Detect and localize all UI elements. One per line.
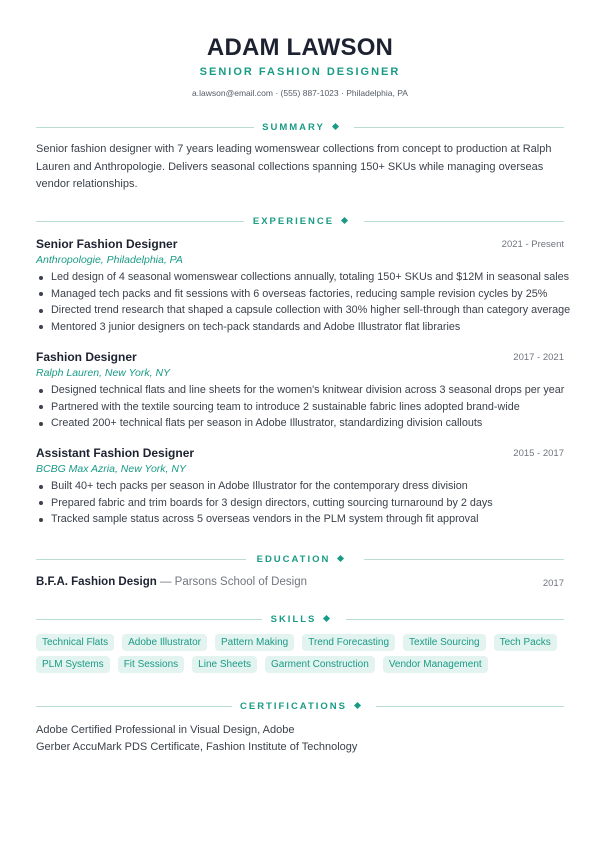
skill-chip: Adobe Illustrator <box>122 634 207 651</box>
skill-chip: Textile Sourcing <box>403 634 486 651</box>
section-heading-certifications: CERTIFICATIONS <box>240 701 347 712</box>
section-heading-education: EDUCATION <box>256 554 331 565</box>
job-bullet: Prepared fabric and trim boards for 3 design directors, cutting sourcing turnaround by 2 days <box>36 495 564 512</box>
job-bullet: Created 200+ technical flats per season in Adobe Illustrator, standardizing division callouts <box>36 415 564 432</box>
skill-chip: Garment Construction <box>265 656 375 673</box>
certification-item: Gerber AccuMark PDS Certificate, Fashion Institute of Technology <box>36 741 358 753</box>
job-company: Ralph Lauren, New York, NY <box>36 367 171 379</box>
job-entry <box>36 350 564 432</box>
skill-chip: Vendor Management <box>383 656 488 673</box>
education-year: 2017 <box>542 578 564 589</box>
summary-divider <box>36 121 564 135</box>
job-entry <box>36 446 564 528</box>
certifications-divider <box>36 700 564 714</box>
job-role: Senior Fashion Designer <box>36 237 178 251</box>
education-entry <box>36 576 564 588</box>
job-dates: 2015 - 2017 <box>513 448 564 459</box>
certifications-list <box>36 722 564 756</box>
job-bullet: Directed trend research that shaped a capsule collection with 30% higher sell-through than category average <box>36 302 564 319</box>
education-separator: — <box>156 576 175 588</box>
section-heading-experience: EXPERIENCE <box>252 216 335 227</box>
job-entry <box>36 237 571 335</box>
experience-divider <box>36 215 564 229</box>
diamond-icon <box>341 217 348 224</box>
candidate-title: SENIOR FASHION DESIGNER <box>199 66 401 78</box>
job-role: Assistant Fashion Designer <box>36 446 195 460</box>
skill-chip: Technical Flats <box>36 634 114 651</box>
job-bullet: Built 40+ tech packs per season in Adobe Illustrator for the contemporary dress division <box>36 478 564 495</box>
diamond-icon <box>332 123 339 130</box>
section-heading-skills: SKILLS <box>270 614 317 625</box>
certification-item: Adobe Certified Professional in Visual Design, Adobe <box>36 724 295 736</box>
education-school: Parsons School of Design <box>174 576 307 588</box>
section-heading-summary: SUMMARY <box>262 122 325 133</box>
job-company: Anthropologie, Philadelphia, PA <box>36 254 183 266</box>
job-bullet: Led design of 4 seasonal womenswear collections annually, totaling 150+ SKUs and $12M in seasonal sales <box>36 269 564 286</box>
skill-chip: Trend Forecasting <box>302 634 395 651</box>
job-bullets <box>36 478 564 528</box>
job-bullets <box>36 269 571 335</box>
job-bullet: Tracked sample status across 5 overseas vendors in the PLM system through fit approval <box>36 511 564 528</box>
contact-line: a.lawson@email.com · (555) 887-1023 · Philadelphia, PA <box>192 88 408 98</box>
skill-chip: Tech Packs <box>494 634 557 651</box>
candidate-name: ADAM LAWSON <box>206 34 394 61</box>
skills-divider <box>36 613 564 627</box>
job-company: BCBG Max Azria, New York, NY <box>36 463 186 475</box>
education-degree: B.F.A. Fashion Design <box>36 576 157 588</box>
diamond-icon <box>323 615 330 622</box>
job-role: Fashion Designer <box>36 350 137 364</box>
summary-text: Senior fashion designer with 7 years leading womenswear collections from concept to production at Ralph Lauren and Anthropologie. Delivers seasonal collections spanning 150+ SKUs while managing overseas vendor relationships. <box>36 143 552 190</box>
skill-chip: Line Sheets <box>192 656 257 673</box>
diamond-icon <box>354 702 361 709</box>
skill-chip: PLM Systems <box>36 656 110 673</box>
job-bullet: Partnered with the textile sourcing team to introduce 2 sustainable fabric lines adopted brand-wide <box>36 399 564 416</box>
job-bullets <box>36 382 564 432</box>
skill-chip: Pattern Making <box>215 634 294 651</box>
skills-list <box>36 634 564 678</box>
diamond-icon <box>337 555 344 562</box>
job-dates: 2021 - Present <box>501 239 564 250</box>
job-bullet: Designed technical flats and line sheets for the women's knitwear division across 3 seasonal drops per year <box>36 382 564 399</box>
job-bullet: Mentored 3 junior designers on tech-pack standards and Adobe Illustrator flat libraries <box>36 319 564 336</box>
education-divider <box>36 553 564 567</box>
job-bullet: Managed tech packs and fit sessions with 6 overseas factories, reducing sample revision cycles by 25% <box>36 286 564 303</box>
job-dates: 2017 - 2021 <box>513 352 564 363</box>
skill-chip: Fit Sessions <box>118 656 184 673</box>
